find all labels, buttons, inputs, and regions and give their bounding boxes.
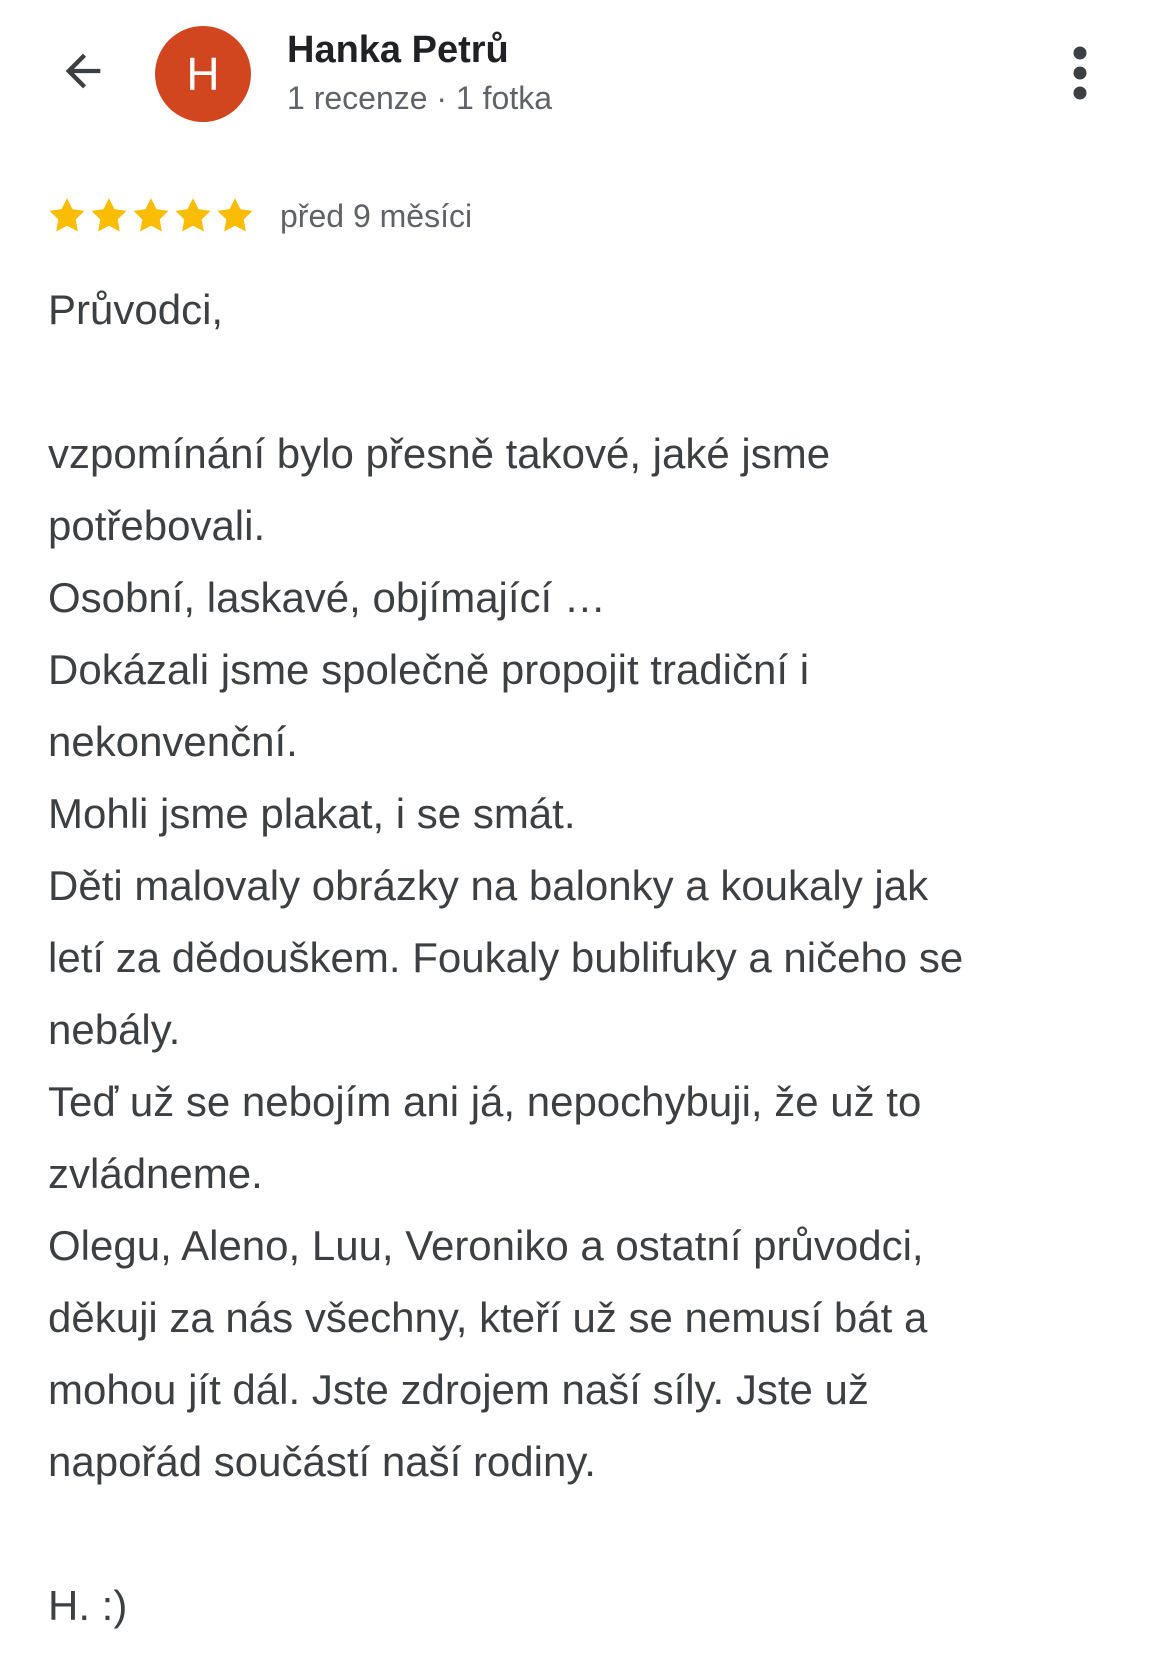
review-line: potřebovali. <box>48 502 266 549</box>
review-header <box>0 0 1170 150</box>
review-line: mohou jít dál. Jste zdrojem naší síly. Jste už <box>48 1366 869 1413</box>
review-line: nekonvenční. <box>48 718 298 765</box>
star-icon <box>172 195 214 237</box>
avatar-letter: H <box>186 48 220 100</box>
review-line: napořád součástí naší rodiny. <box>48 1438 596 1485</box>
avatar[interactable] <box>155 26 251 122</box>
star-icon <box>88 195 130 237</box>
review-line: letí za dědouškem. Foukaly bublifuky a ničeho se <box>48 934 964 981</box>
arrow-left-icon <box>57 45 109 97</box>
review-line: Teď už se nebojím ani já, nepochybuji, že už to <box>48 1078 922 1125</box>
review-paragraph <box>48 418 1128 1498</box>
user-meta: 1 recenze · 1 fotka <box>287 80 553 116</box>
rating-row <box>46 190 472 242</box>
review-line: děkuji za nás všechny, kteří už se nemusí bát a <box>48 1294 928 1341</box>
review-line: Osobní, laskavé, objímající … <box>48 574 606 621</box>
review-line: Olegu, Aleno, Luu, Veroniko a ostatní průvodci, <box>48 1222 924 1269</box>
review-line: Mohli jsme plakat, i se smát. <box>48 790 576 837</box>
more-vert-icon <box>1070 45 1090 101</box>
back-button[interactable] <box>52 40 114 102</box>
user-info <box>287 26 552 122</box>
more-options-button[interactable] <box>1052 40 1108 106</box>
review-signature: H. :) <box>48 1582 128 1629</box>
review-line: vzpomínání bylo přesně takové, jaké jsme <box>48 430 831 477</box>
review-line: zvládneme. <box>48 1150 263 1197</box>
review-text <box>48 274 1128 1642</box>
review-line: Dokázali jsme společně propojit tradiční i <box>48 646 810 693</box>
user-name[interactable]: Hanka Petrů <box>287 29 509 71</box>
star-icon <box>214 195 256 237</box>
blank-line <box>48 1498 1128 1570</box>
review-line: Děti malovaly obrázky na balonky a koukaly jak <box>48 862 929 909</box>
star-rating <box>46 195 256 237</box>
review-time: před 9 měsíci <box>280 197 473 234</box>
review-greeting: Průvodci, <box>48 286 224 333</box>
review-line: nebály. <box>48 1006 181 1053</box>
star-icon <box>130 195 172 237</box>
star-icon <box>46 195 88 237</box>
blank-line <box>48 346 1128 418</box>
